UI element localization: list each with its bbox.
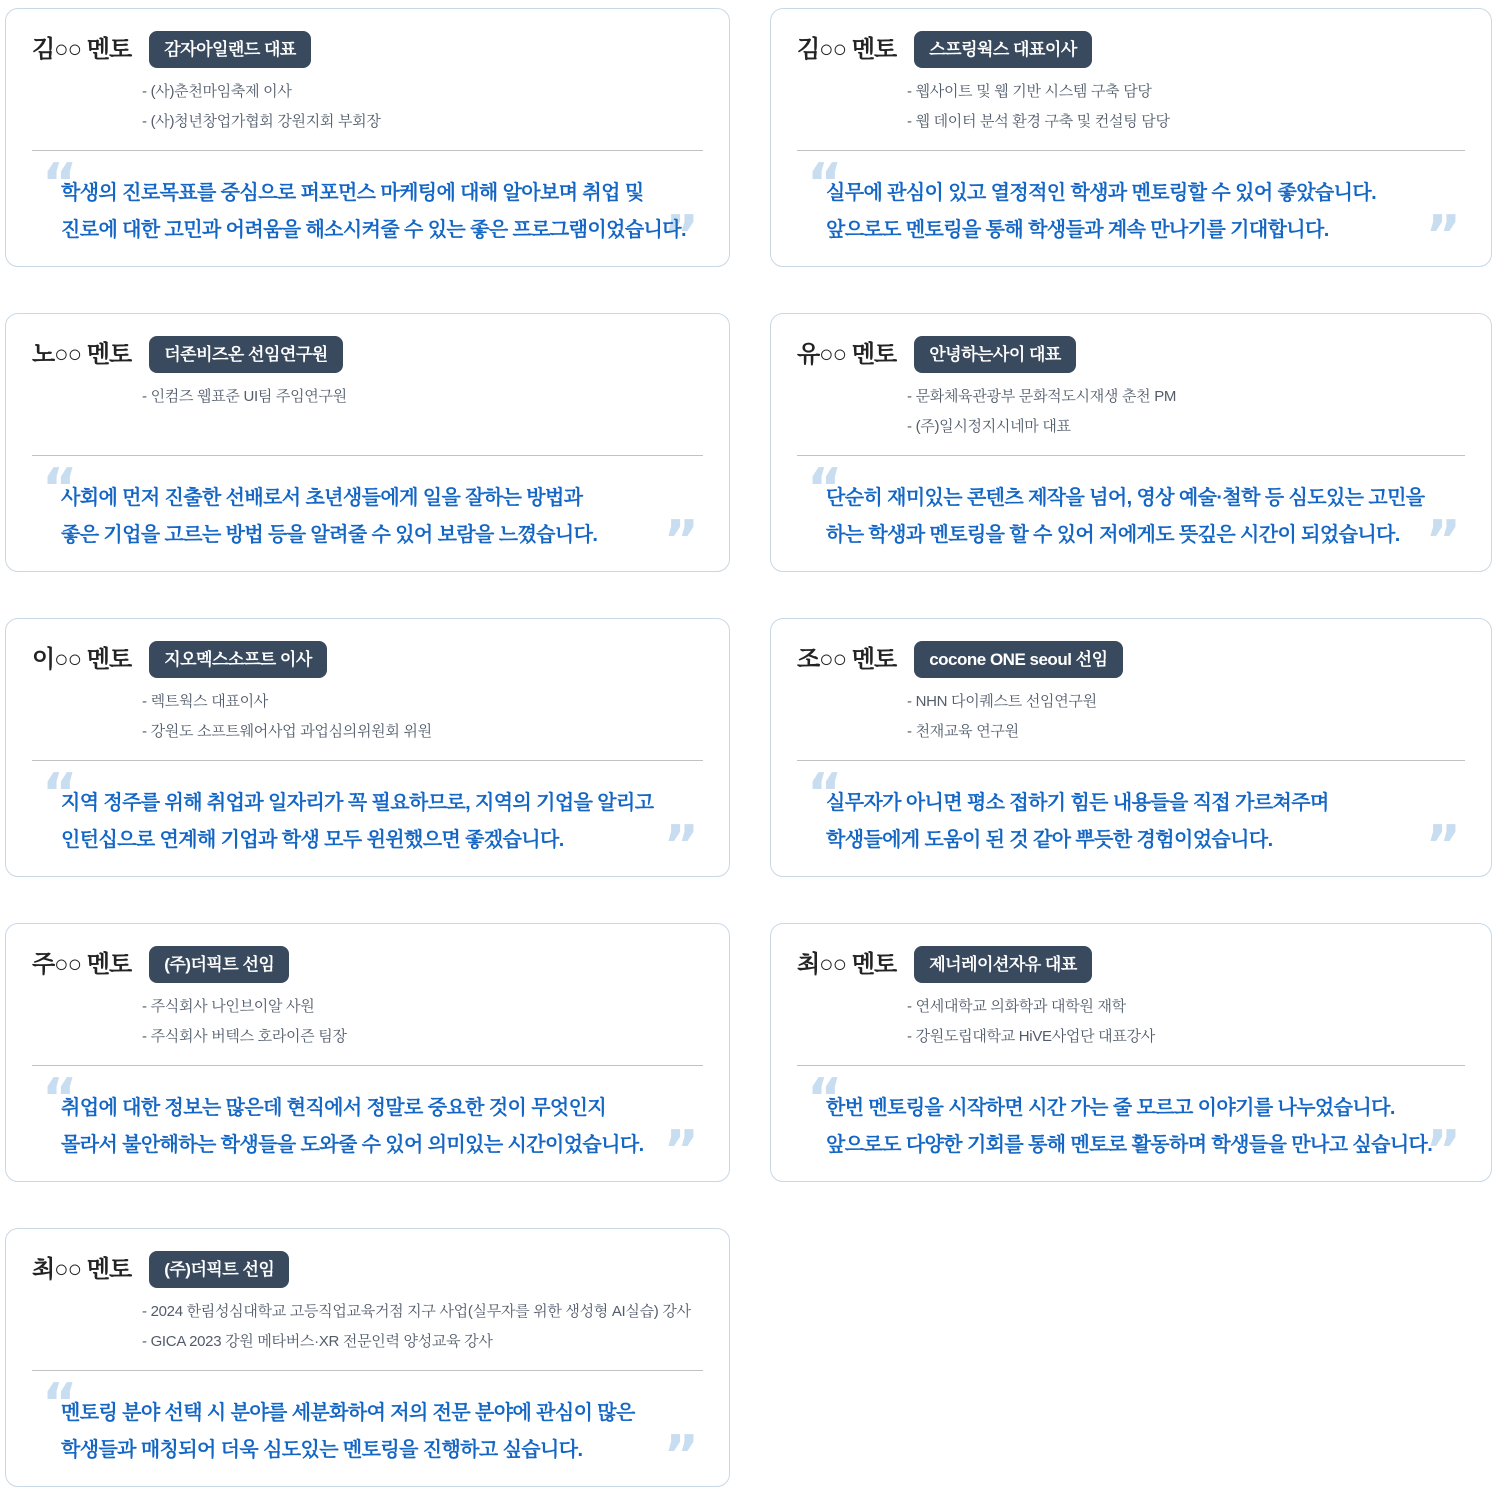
mentor-card-header <box>32 639 703 678</box>
mentor-quote <box>799 762 1463 877</box>
mentor-name: 주○○ 멘토 <box>32 950 132 978</box>
credential-item: - GICA 2023 강원 메타버스·XR 전문인력 양성교육 강사 <box>142 1333 493 1350</box>
divider <box>797 760 1465 761</box>
mentor-card-header <box>797 29 1465 68</box>
quote-text: 실무자가 아니면 평소 접하기 힘든 내용들을 직접 가르쳐주며 <box>826 792 1329 814</box>
quote-text: 한번 멘토링을 시작하면 시간 가는 줄 모르고 이야기를 나누었습니다. <box>826 1097 1395 1119</box>
quote-text: 지역 정주를 위해 취업과 일자리가 꼭 필요하므로, 지역의 기업을 알리고 <box>61 792 654 814</box>
mentor-card-header <box>32 29 703 68</box>
credential-list <box>907 992 1465 1052</box>
mentor-name: 최○○ 멘토 <box>32 1255 132 1283</box>
quote-text: 앞으로도 다양한 기회를 통해 멘토로 활동하며 학생들을 만나고 싶습니다. <box>826 1134 1433 1156</box>
open-quote-icon: “ <box>807 762 843 825</box>
mentor-title-badge: 안녕하는사이 대표 <box>914 336 1076 373</box>
quote-text: 학생들에게 도움이 된 것 같아 뿌듯한 경험이었습니다. <box>826 829 1273 851</box>
mentor-title-badge: 더존비즈온 선임연구원 <box>149 336 342 373</box>
credential-item: - (주)일시정지시네마 대표 <box>907 418 1071 435</box>
quote-text: 단순히 재미있는 콘텐츠 제작을 넘어, 영상 예술·철학 등 심도있는 고민을 <box>826 487 1425 509</box>
credential-item: - 렉트웍스 대표이사 <box>142 693 268 710</box>
credential-item: - 주식회사 버텍스 호라이즌 팀장 <box>142 1028 347 1045</box>
mentor-card <box>770 618 1492 877</box>
quote-text: 사회에 먼저 진출한 선배로서 초년생들에게 일을 잘하는 방법과 <box>61 487 583 509</box>
mentor-name: 노○○ 멘토 <box>32 340 132 368</box>
mentor-title-badge: cocone ONE seoul 선임 <box>914 641 1122 678</box>
credential-item: - 천재교육 연구원 <box>907 723 1019 740</box>
credential-item: - 인컴즈 웹표준 UI팀 주임연구원 <box>142 388 347 405</box>
mentor-title-badge: (주)더픽트 선임 <box>149 1251 289 1288</box>
mentor-card-top <box>797 29 1465 150</box>
quote-text: 학생의 진로목표를 중심으로 퍼포먼스 마케팅에 대해 알아보며 취업 및 <box>61 182 644 204</box>
mentor-card <box>770 8 1492 267</box>
credential-item: - 연세대학교 의화학과 대학원 재학 <box>907 998 1126 1015</box>
credential-item: - 강원도립대학교 HiVE사업단 대표강사 <box>907 1028 1155 1045</box>
mentor-card-header <box>32 1249 703 1288</box>
mentor-card-top <box>32 1249 703 1370</box>
quote-text: 하는 학생과 멘토링을 할 수 있어 저에게도 뜻깊은 시간이 되었습니다. <box>826 524 1400 546</box>
credential-list <box>142 1297 703 1357</box>
mentor-title-badge: 스프링웍스 대표이사 <box>914 31 1092 68</box>
credential-item: - NHN 다이퀘스트 선임연구원 <box>907 693 1097 710</box>
close-quote-icon: ” <box>1425 509 1461 572</box>
mentor-card-header <box>797 639 1465 678</box>
credential-item: - 웹 데이터 분석 환경 구축 및 컨설팅 담당 <box>907 113 1170 130</box>
mentor-quote <box>799 457 1463 572</box>
quote-text: 좋은 기업을 고르는 방법 등을 알려줄 수 있어 보람을 느꼈습니다. <box>61 524 598 546</box>
close-quote-icon: ” <box>1425 204 1461 267</box>
credential-item: - (사)청년창업가협회 강원지회 부회장 <box>142 113 381 130</box>
credential-item: - 2024 한림성심대학교 고등직업교육거점 지구 사업(실무자를 위한 생성형 AI실습) 강사 <box>142 1303 691 1320</box>
mentor-name: 김○○ 멘토 <box>32 35 132 63</box>
mentor-name: 유○○ 멘토 <box>797 340 897 368</box>
quote-text: 진로에 대한 고민과 어려움을 해소시켜줄 수 있는 좋은 프로그램이었습니다. <box>61 219 686 241</box>
mentor-quote <box>34 152 701 267</box>
credential-list <box>142 382 703 412</box>
credential-list <box>907 687 1465 747</box>
quote-text: 인턴십으로 연계해 기업과 학생 모두 윈윈했으면 좋겠습니다. <box>61 829 564 851</box>
mentor-name: 최○○ 멘토 <box>797 950 897 978</box>
mentor-card-top <box>32 639 703 760</box>
mentor-name: 이○○ 멘토 <box>32 645 132 673</box>
open-quote-icon: “ <box>42 457 78 520</box>
mentor-title-badge: 지오멕스소프트 이사 <box>149 641 327 678</box>
mentor-quote <box>799 152 1463 267</box>
divider <box>797 1065 1465 1066</box>
mentor-name: 조○○ 멘토 <box>797 645 897 673</box>
quote-text: 실무에 관심이 있고 열정적인 학생과 멘토링할 수 있어 좋았습니다. <box>826 182 1377 204</box>
mentor-card-top <box>32 334 703 455</box>
mentor-card-top <box>32 29 703 150</box>
open-quote-icon: “ <box>807 152 843 215</box>
divider <box>32 1370 703 1371</box>
credential-list <box>907 382 1465 442</box>
mentor-card-header <box>797 334 1465 373</box>
divider <box>797 150 1465 151</box>
open-quote-icon: “ <box>42 762 78 825</box>
mentor-card-top <box>797 944 1465 1065</box>
close-quote-icon: ” <box>663 1119 699 1182</box>
mentor-card-top <box>797 639 1465 760</box>
credential-item: - 문화체육관광부 문화적도시재생 춘천 PM <box>907 388 1177 405</box>
mentor-quote <box>34 1067 701 1182</box>
open-quote-icon: “ <box>42 1372 78 1435</box>
open-quote-icon: “ <box>42 1067 78 1130</box>
divider <box>32 1065 703 1066</box>
mentor-quote <box>34 762 701 877</box>
mentor-card-top <box>32 944 703 1065</box>
credential-item: - (사)춘천마임축제 이사 <box>142 83 292 100</box>
mentor-card <box>5 923 730 1182</box>
mentor-title-badge: 감자아일랜드 대표 <box>149 31 311 68</box>
credential-item: - 웹사이트 및 웹 기반 시스템 구축 담당 <box>907 83 1152 100</box>
quote-text: 취업에 대한 정보는 많은데 현직에서 정말로 중요한 것이 무엇인지 <box>61 1097 607 1119</box>
quote-text: 앞으로도 멘토링을 통해 학생들과 계속 만나기를 기대합니다. <box>826 219 1329 241</box>
close-quote-icon: ” <box>663 204 699 267</box>
quote-text: 학생들과 매칭되어 더욱 심도있는 멘토링을 진행하고 싶습니다. <box>61 1439 583 1461</box>
mentor-quote <box>799 1067 1463 1182</box>
quote-text: 몰라서 불안해하는 학생들을 도와줄 수 있어 의미있는 시간이었습니다. <box>61 1134 644 1156</box>
mentor-card-header <box>32 944 703 983</box>
mentor-card <box>5 313 730 572</box>
divider <box>32 760 703 761</box>
mentor-title-badge: (주)더픽트 선임 <box>149 946 289 983</box>
mentor-title-badge: 제너레이션자유 대표 <box>914 946 1092 983</box>
open-quote-icon: “ <box>42 152 78 215</box>
divider <box>32 455 703 456</box>
mentor-card-header <box>797 944 1465 983</box>
close-quote-icon: ” <box>663 1424 699 1487</box>
mentor-card <box>5 1228 730 1487</box>
mentor-card <box>5 8 730 267</box>
credential-item: - 주식회사 나인브이알 사원 <box>142 998 315 1015</box>
close-quote-icon: ” <box>1425 1119 1461 1182</box>
mentor-card <box>770 923 1492 1182</box>
mentor-card-top <box>797 334 1465 455</box>
divider <box>797 455 1465 456</box>
divider <box>32 150 703 151</box>
mentor-card <box>770 313 1492 572</box>
close-quote-icon: ” <box>663 814 699 877</box>
credential-list <box>142 77 703 137</box>
quote-text: 멘토링 분야 선택 시 분야를 세분화하여 저의 전문 분야에 관심이 많은 <box>61 1402 635 1424</box>
close-quote-icon: ” <box>663 509 699 572</box>
mentor-card <box>5 618 730 877</box>
mentor-quote <box>34 457 701 572</box>
credential-list <box>142 992 703 1052</box>
open-quote-icon: “ <box>807 457 843 520</box>
close-quote-icon: ” <box>1425 814 1461 877</box>
credential-item: - 강원도 소프트웨어사업 과업심의위원회 위원 <box>142 723 432 740</box>
mentor-quote <box>34 1372 701 1487</box>
mentor-name: 김○○ 멘토 <box>797 35 897 63</box>
credential-list <box>907 77 1465 137</box>
mentor-card-header <box>32 334 703 373</box>
open-quote-icon: “ <box>807 1067 843 1130</box>
credential-list <box>142 687 703 747</box>
